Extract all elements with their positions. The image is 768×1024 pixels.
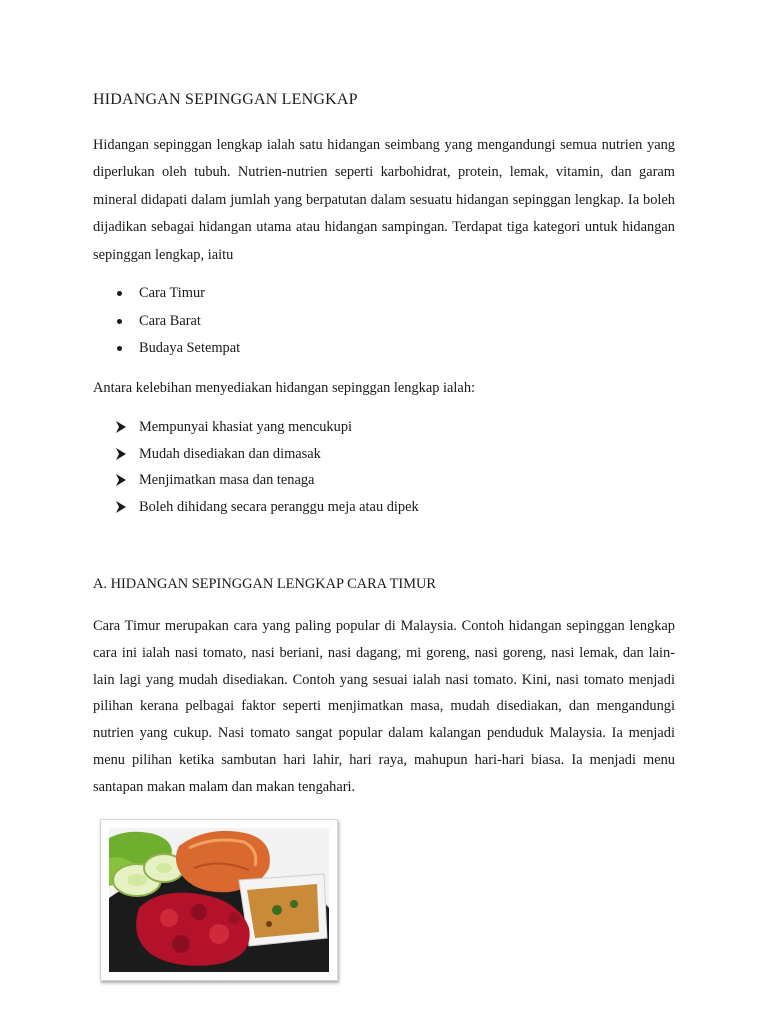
bullet-icon (117, 319, 122, 324)
category-list (115, 280, 240, 363)
bullet-icon (117, 346, 122, 351)
advantage-label: Mudah disediakan dan dimasak (139, 445, 321, 462)
section-a-paragraph: Cara Timur merupakan cara yang paling popular di Malaysia. Contoh hidangan sepinggan lengkap cara ini ialah nasi tomato, nasi beriani, nasi dagang, mi goreng, nasi goreng, nasi lemak, dan lain-lain lagi yang mudah disediakan. Contoh yang sesuai ialah nasi tomato. Kini, nasi tomato menjadi pilihan kerana pelbagai faktor seperti menjimatkan masa, mudah disediakan, dan mengandungi nutrien yang cukup. Nasi tomato sangat popular dalam kalangan penduduk Malaysia. Ia menjadi menu pilihan ketika sambutan hari lahir, hari raya, mahupun hari-hari biasa. Ia menjadi menu santapan makan malam dan makan tengahari. (93, 618, 675, 795)
advantage-item (115, 414, 419, 441)
nasi-tomato-illustration (109, 828, 329, 972)
category-label: Cara Barat (139, 312, 201, 329)
advantages-intro: Antara kelebihan menyediakan hidangan sepinggan lengkap ialah: (93, 380, 476, 396)
category-item (115, 308, 240, 336)
category-label: Cara Timur (139, 285, 205, 301)
advantage-label: Mempunyai khasiat yang mencukupi (139, 419, 353, 435)
intro-paragraph: Hidangan sepinggan lengkap ialah satu hidangan seimbang yang mengandungi semua nutrien yang diperlukan oleh tubuh. Nutrien-nutrien seperti karbohidrat, protein, lemak, vitamin, dan garam mineral didapati dalam jumlah yang berpatutan dalam sesuatu hidangan sepinggan lengkap. Ia boleh dijadikan sebagai hidangan utama atau hidangan sampingan. Terdapat tiga kategori untuk hidangan sepinggan lengkap, iaitu (93, 137, 675, 263)
category-item (115, 280, 240, 308)
bullet-icon (117, 291, 122, 296)
arrow-bullet-icon (116, 448, 126, 460)
arrow-bullet-icon (116, 474, 126, 486)
advantage-label: Boleh dihidang secara peranggu meja atau dipek (139, 498, 419, 515)
advantage-item (115, 494, 419, 521)
advantage-label: Menjimatkan masa dan tenaga (139, 472, 315, 488)
category-item (115, 335, 240, 363)
section-a-heading: A. HIDANGAN SEPINGGAN LENGKAP CARA TIMUR (93, 576, 436, 592)
category-label: Budaya Setempat (139, 340, 241, 357)
food-photo (100, 819, 338, 981)
advantages-list (115, 414, 419, 520)
advantage-item (115, 467, 419, 494)
document-title: HIDANGAN SEPINGGAN LENGKAP (93, 91, 358, 108)
arrow-bullet-icon (116, 501, 126, 513)
arrow-bullet-icon (116, 421, 126, 433)
advantage-item (115, 441, 419, 468)
